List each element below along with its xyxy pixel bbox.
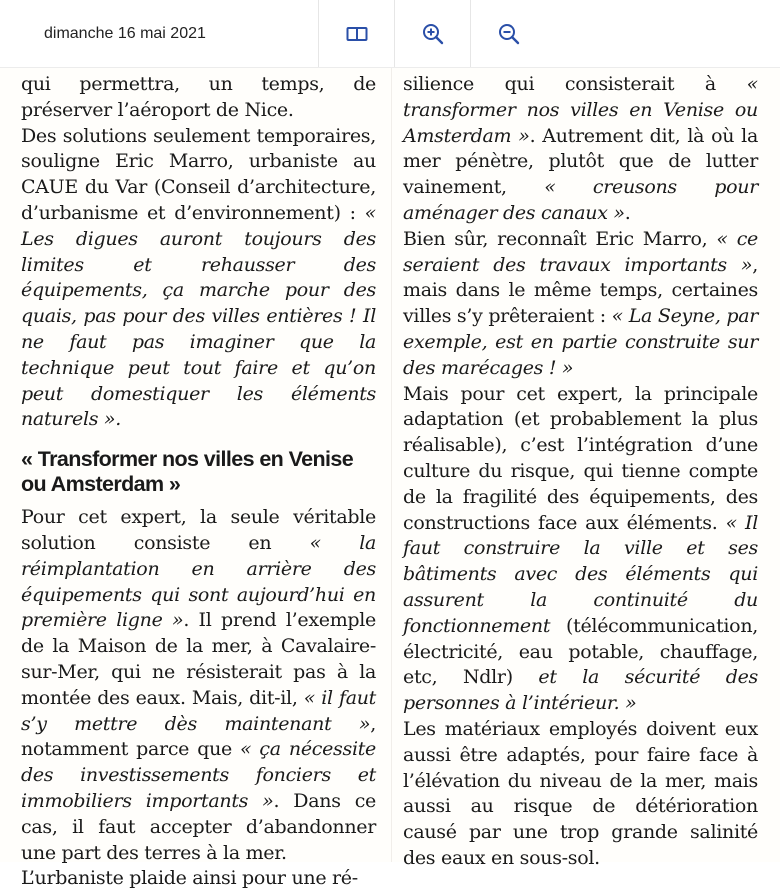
- edition-date: dimanche 16 mai 2021: [44, 24, 206, 42]
- paragraph: Mais pour cet expert, la principale adaptation (et probablement la plus réalisable), c’est l’intégration d’une culture du risque, qui tienne compte de la fragilité des équipements, des constructions face aux éléments. « Il faut construire la ville et ses bâtiments avec des éléments qui assurent la continuité du fonctionnement (télécommunication, électricité, eau potable, chauffage, etc, Ndlr) et la sécurité des personnes à l’intérieur. »: [403, 382, 758, 715]
- quote: « ce seraient des travaux importants »: [403, 227, 759, 276]
- zoom-in-button[interactable]: [394, 0, 470, 67]
- quote: « Il faut construire la ville et ses bâtiments avec des éléments qui assurent la continuité du fonctionnement: [403, 511, 758, 637]
- toolbar-spacer: [546, 0, 780, 67]
- quote: « Les digues auront toujours des limites et rehausser des équipements, ça marche pour des quais, pas pour des villes entières ! Il ne faut pas imaginer que la technique peut tout faire et qu’on peut domestiquer les éléments naturels ».: [21, 201, 376, 431]
- book-open-icon: [346, 26, 368, 42]
- quote: « ça nécessite des investissements fonciers et immobiliers importants »: [21, 738, 377, 812]
- zoom-in-icon: [422, 23, 444, 45]
- quote: et la sécurité des personnes à l’intérieur. »: [403, 666, 758, 715]
- zoom-out-button[interactable]: [470, 0, 546, 67]
- column-divider: [391, 68, 392, 862]
- article-column-left: [21, 72, 376, 892]
- reader-toolbar: [0, 0, 780, 68]
- paragraph: Pour cet expert, la seule véritable solution consiste en « la réimplantation en arrière des équipements qui sont aujourd’hui en première ligne ». Il prend l’exemple de la Maison de la mer, à Cavalaire-sur-Mer, qui ne résisterait pas à la montée des eaux. Mais, dit-il, « il faut s’y mettre dès maintenant », notamment parce que « ça nécessite des investissements fonciers et immobiliers importants ». Dans ce cas, il faut accepter d’abandonner une part des terres à la mer.: [21, 506, 377, 864]
- quote: « il faut s’y mettre dès maintenant »: [21, 686, 377, 735]
- article-column-right: [403, 72, 758, 872]
- quote: « La Seyne, par exemple, est en partie construite sur des marécages ! »: [403, 305, 759, 379]
- paragraph: silience qui consisterait à « transformer nos villes en Venise ou Amsterdam ». Autrement dit, là où la mer pénètre, plutôt que de lutter vainement, « creusons pour aménager des canaux ».: [403, 73, 758, 224]
- quote: « creusons pour aménager des canaux »: [403, 176, 758, 224]
- paragraph: Des solutions seulement temporaires, souligne Eric Marro, urbaniste au CAUE du Var (Conseil d’architecture, d’urbanisme et d’environnement) : « Les digues auront toujours des limites et rehausser des équipements, ça marche pour des quais, pas pour des villes entières ! Il ne faut pas imaginer que la technique peut tout faire et qu’on peut domestiquer les éléments naturels ».: [21, 124, 376, 431]
- paragraph: Bien sûr, reconnaît Eric Marro, « ce seraient des travaux importants », mais dans le même temps, certaines villes s’y prêteraient : « La Seyne, par exemple, est en partie construite sur des marécages ! »: [403, 227, 759, 379]
- paragraph: Les matériaux employés doivent eux aussi être adaptés, pour faire face à l’élévation du niveau de la mer, mais aussi au risque de détérioration causé par une trop grande salinité des eaux en sous-sol.: [403, 717, 758, 869]
- quote: « la réimplantation en arrière des équipements qui sont aujourd’hui en première ligne »: [21, 531, 377, 632]
- zoom-out-icon: [498, 23, 520, 45]
- article-subheading: « Transformer nos villes en Venise ou Amsterdam »: [21, 447, 354, 497]
- quote: « transformer nos villes en Venise ou Amsterdam »: [403, 73, 758, 147]
- paragraph: L’urbaniste plaide ainsi pour une ré-: [21, 867, 358, 890]
- page-view-button[interactable]: [318, 0, 394, 67]
- newspaper-page[interactable]: [0, 68, 780, 890]
- paragraph: qui permettra, un temps, de préserver l’aéroport de Nice.: [21, 73, 376, 121]
